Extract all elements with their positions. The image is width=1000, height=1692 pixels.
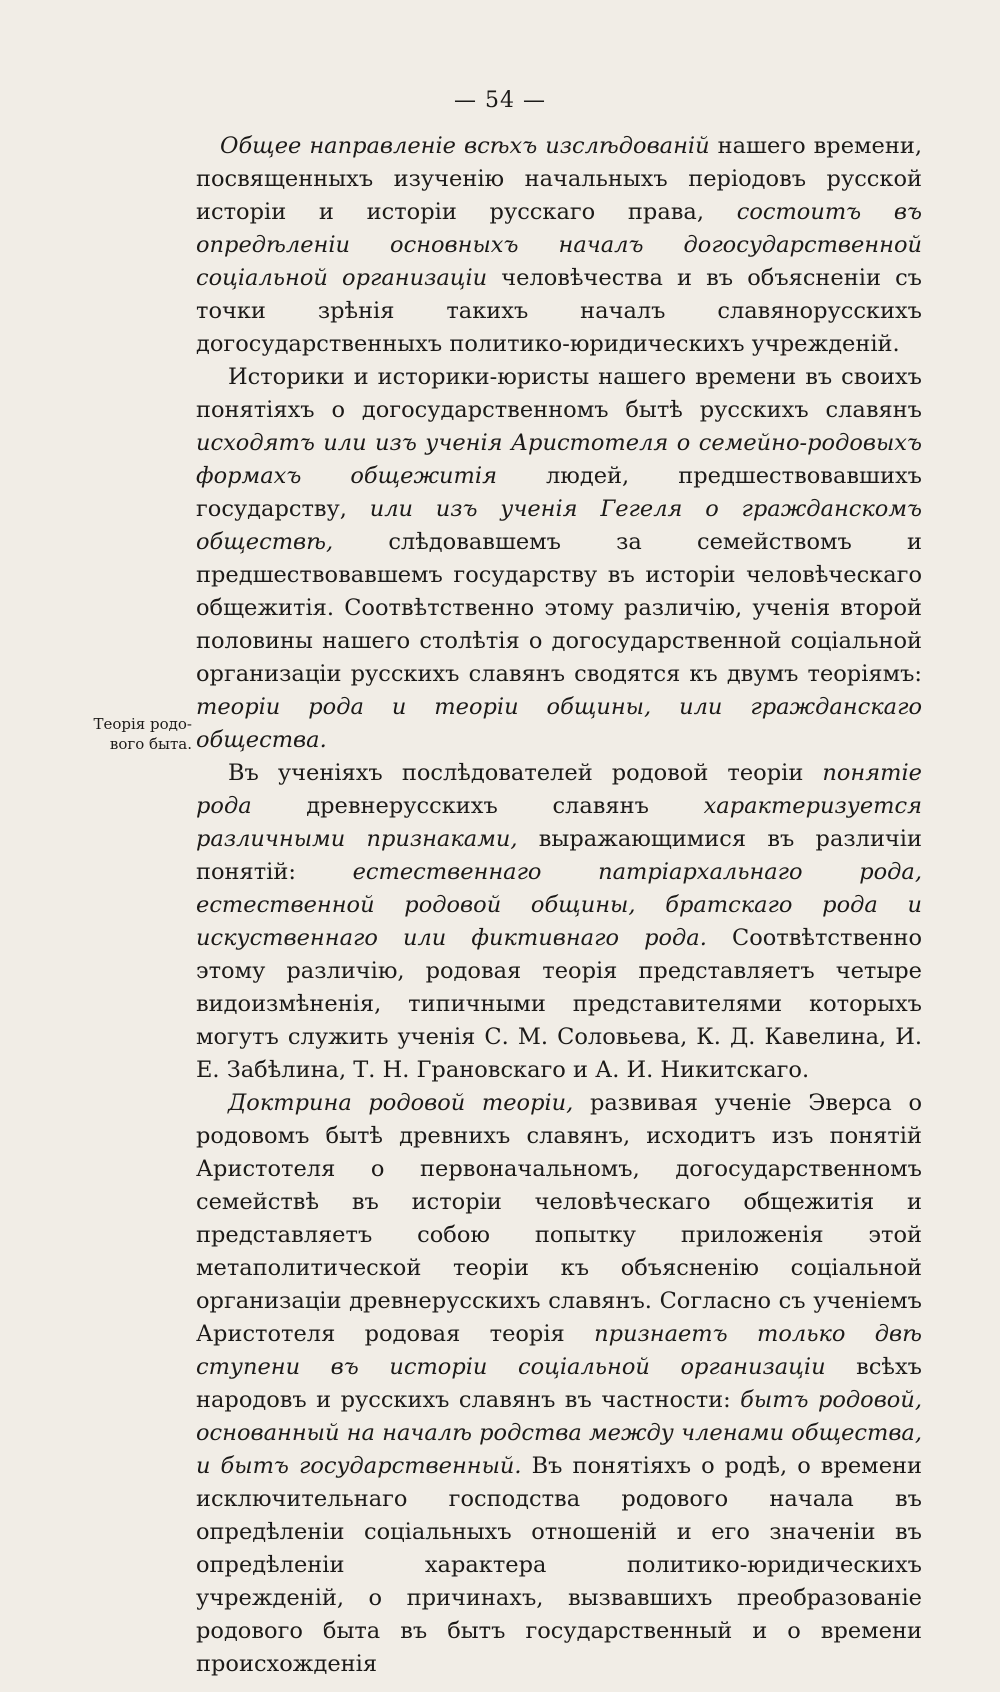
italic-span: или изъ ученія Гегеля о гражданскомъ обществѣ, xyxy=(196,496,922,555)
margin-note-line-2: вого быта. xyxy=(109,735,192,753)
text-span: всѣхъ народовъ и русскихъ славянъ въ частности: xyxy=(196,1354,922,1413)
text-span: Въ ученіяхъ послѣдователей родовой теоріи xyxy=(228,760,823,786)
text-span: слѣдовавшемъ за семействомъ и предшествовавшемъ государству въ исторіи человѣческаго общежитія. Соотвѣтственно этому различію, ученія второй половины нашего столѣтія о догосударственной соціальной организаціи русскихъ славянъ сводятся къ двумъ теоріямъ: xyxy=(196,529,922,687)
text-span: развивая ученіе Эверса о родовомъ бытѣ древнихъ славянъ, исходитъ изъ понятій Аристотеля о первоначальномъ, догосударственномъ семействѣ въ исторіи человѣческаго общежитія и представляетъ собою попытку приложенія этой метаполитической теоріи къ объясненію соціальной организаціи древнерусскихъ славянъ. Согласно съ ученіемъ Аристотеля родовая теорія xyxy=(196,1090,922,1347)
italic-span: состоитъ въ опредѣленіи основныхъ началъ догосударственной соціальной организаціи xyxy=(196,199,922,291)
italic-span: характеризуется различными признаками, xyxy=(196,793,922,852)
text-span: древнерусскихъ славянъ xyxy=(251,793,704,819)
italic-span: исходятъ или изъ ученія Аристотеля о семейно-родовыхъ формахъ общежитія xyxy=(196,430,922,489)
text-span: Въ понятіяхъ о родѣ, о времени исключительнаго господства родового начала въ опредѣленіи соціальныхъ отношеній и его значеніи въ опредѣленіи характера политико-юридическихъ учрежденій, о причинахъ, вызвавшихъ преобразованіе родового быта въ бытъ государственный и о времени происхожденія xyxy=(196,1453,922,1677)
text-span: людей, предшествовавшихъ государству, xyxy=(196,463,922,522)
text-span: человѣчества и въ объясненіи съ точки зрѣнія такихъ началъ славянорусскихъ догосударственныхъ политико-юридическихъ учрежденій. xyxy=(196,265,922,357)
paragraph-1 xyxy=(196,130,922,361)
paragraph-4 xyxy=(196,1087,922,1681)
paragraph-3 xyxy=(196,757,922,1087)
italic-span: теоріи рода и теоріи общины, или гражданскаго общества. xyxy=(196,694,922,753)
italic-span: понятіе рода xyxy=(196,760,922,819)
text-span: Соотвѣтственно этому различію, родовая теорія представляетъ четыре видоизмѣненія, типичными представителями которыхъ могутъ служить ученія С. М. Соловьева, К. Д. Кавелина, И. Е. Забѣлина, Т. Н. Грановскаго и А. И. Никитскаго. xyxy=(196,925,922,1083)
text-span: нашего времени, посвященныхъ изученію начальныхъ періодовъ русской исторіи и исторіи русскаго права, xyxy=(196,133,922,225)
margin-note-line-1: Теорія родо- xyxy=(93,715,192,733)
italic-span: признаетъ только двѣ ступени въ исторіи соціальной организаціи xyxy=(196,1321,922,1380)
page-number: — 54 — xyxy=(454,88,546,113)
text-span: Историки и историки-юристы нашего времени въ своихъ понятіяхъ о догосударственномъ бытѣ русскихъ славянъ xyxy=(196,364,922,423)
text-span: выражающимися въ различіи понятій: xyxy=(196,826,923,885)
body-text xyxy=(196,130,922,1681)
italic-span: Доктрина родовой теоріи, xyxy=(228,1090,574,1116)
italic-span: бытъ родовой, основанный на началѣ родства между членами общества, и бытъ государственный. xyxy=(196,1387,922,1479)
italic-span: естественнаго патріархальнаго рода, естественной родовой общины, братскаго рода и искуственнаго или фиктивнаго рода. xyxy=(196,859,922,951)
paragraph-2 xyxy=(196,361,922,757)
italic-span: Общее направленіе всѣхъ изслѣдованій xyxy=(220,133,710,159)
margin-note xyxy=(74,714,192,754)
